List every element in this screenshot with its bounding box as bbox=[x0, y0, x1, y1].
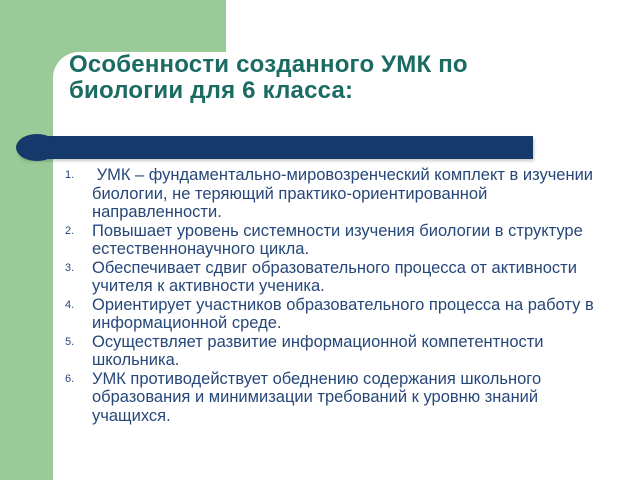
list-item bbox=[63, 166, 604, 222]
list-item bbox=[63, 222, 604, 259]
list-item-number: 4. bbox=[65, 298, 75, 311]
list-item-text: Обеспечивает сдвиг образовательного процесса от активности учителя к активности ученика. bbox=[92, 258, 582, 295]
list-item bbox=[63, 370, 604, 426]
list-item-text: Ориентирует участников образовательного процесса на работу в информационной среде. bbox=[92, 295, 599, 332]
list-item-number: 2. bbox=[65, 224, 75, 237]
slide-title: Особенности созданного УМК по биологии для 6 класса: bbox=[69, 51, 468, 104]
list-item-text: УМК противодействует обеднению содержания школьного образования и минимизации требований к уровню знаний учащихся. bbox=[92, 369, 546, 425]
list-item-text: УМК – фундаментально-мировозренческий комплект в изучении биологии, не теряющий практико-ориентированной направленности. bbox=[92, 166, 598, 221]
list-item-number: 6. bbox=[65, 372, 75, 385]
list-item bbox=[63, 333, 604, 370]
list-item-number: 5. bbox=[65, 335, 75, 348]
list-item bbox=[63, 259, 604, 296]
divider-bar bbox=[17, 136, 533, 159]
list-item-number: 3. bbox=[65, 261, 75, 274]
numbered-list bbox=[63, 166, 604, 425]
list-item-number: 1. bbox=[65, 169, 75, 181]
list-item-text: Осуществляет развитие информационной компетентности школьника. bbox=[92, 332, 549, 369]
list-item-text: Повышает уровень системности изучения биологии в структуре естественнонаучного цикла. bbox=[92, 221, 588, 258]
list-item bbox=[63, 296, 604, 333]
